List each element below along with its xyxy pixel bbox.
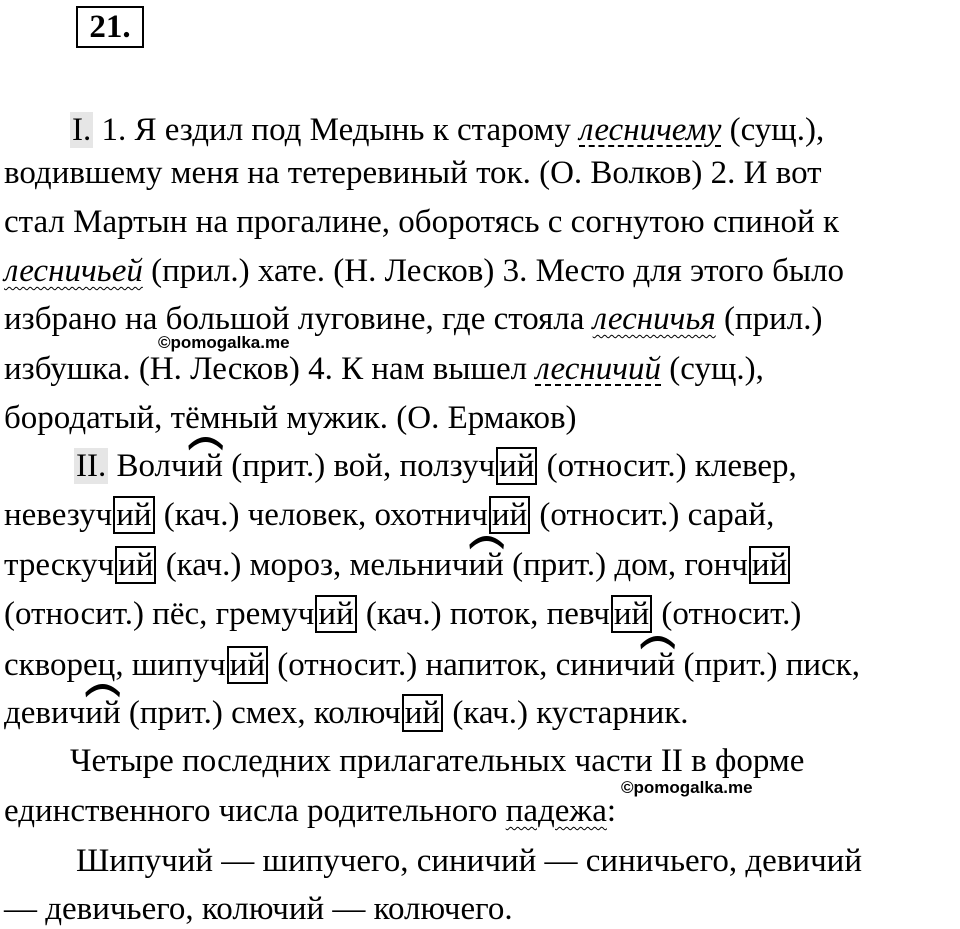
part2-line-1 <box>74 446 797 486</box>
text: (относит.) клевер, <box>538 448 797 484</box>
text: (кач.) человек, охотнич <box>155 497 488 533</box>
suffix: ий <box>639 647 676 683</box>
suffix-box: ий <box>489 496 530 534</box>
suffix-arc <box>640 645 675 685</box>
text: избрано на большой луговине, где стояла <box>4 301 593 337</box>
suffix-box: ий <box>227 646 268 684</box>
suffix: ий <box>187 448 223 484</box>
suffix-arc <box>188 446 223 486</box>
arc-mark <box>85 684 120 696</box>
suffix-arc <box>469 545 504 585</box>
part1-line-1 <box>70 110 824 150</box>
suffix-box: ий <box>115 546 156 584</box>
watermark: ©pomogalka.me <box>621 778 753 797</box>
text: (прит.) дом, гонч <box>503 547 748 583</box>
text: (кач.) поток, певч <box>357 596 610 632</box>
part1-line-3: стал Мартын на прогалине, оборотясь с согнутою спиной к <box>4 204 839 240</box>
suffix: ий <box>85 695 121 731</box>
part2-roman: II. <box>76 448 107 484</box>
text: невезуч <box>4 497 113 533</box>
text: (кач.) кустарник. <box>444 695 689 731</box>
underlined-word: лесничему <box>579 112 722 148</box>
text: (прит.) писк, <box>675 647 860 683</box>
part1-line-7: бородатый, тёмный мужик. (О. Ермаков) <box>4 400 577 436</box>
text: (прит.) смех, колюч <box>120 695 401 731</box>
underlined-word: лесничьей <box>4 253 143 289</box>
text: 1. Я ездил под Медынь к старому <box>93 112 580 148</box>
underlined-word: лесничий <box>535 351 662 387</box>
part2-line-2 <box>4 495 774 535</box>
suffix-box: ий <box>749 546 790 584</box>
conclusion-line-1: Четыре последних прилагательных части II в форме <box>70 743 805 779</box>
part2-line-6 <box>4 693 689 733</box>
suffix-arc <box>85 693 120 733</box>
task-number: 21. <box>76 6 144 48</box>
text: Волч <box>108 448 188 484</box>
suffix: ий <box>468 547 504 583</box>
text: (относит.) сарай, <box>531 497 775 533</box>
suffix-box: ий <box>496 447 537 485</box>
suffix-box: ий <box>611 595 652 633</box>
text: (прил.) хате. (Н. Лесков) 3. Место для этого было <box>142 253 845 289</box>
part2-line-5 <box>4 645 860 685</box>
watermark: ©pomogalka.me <box>158 333 290 352</box>
conclusion-line-4: — девичьего, колючий — колючего. <box>4 891 513 927</box>
text: (относит.) пёс, гремуч <box>4 596 315 632</box>
conclusion-line-2 <box>4 791 616 831</box>
text: (прил.) <box>715 301 823 337</box>
text: девич <box>4 695 86 731</box>
part2-line-3 <box>4 545 791 585</box>
part2-line-4 <box>4 594 801 634</box>
part1-roman: I. <box>72 112 92 148</box>
part1-line-4 <box>4 251 844 291</box>
text: : <box>606 793 617 829</box>
text: (относит.) напиток, синич <box>269 647 640 683</box>
text: (сущ.), <box>661 351 764 387</box>
text: (относит.) <box>653 596 802 632</box>
arc-mark <box>469 536 504 548</box>
arc-mark <box>188 437 223 449</box>
arc-mark <box>640 636 675 648</box>
suffix-box: ий <box>402 694 443 732</box>
text: (прит.) вой, ползуч <box>222 448 496 484</box>
text: избушка. (Н. Лесков) 4. К нам вышел <box>4 351 536 387</box>
suffix-box: ий <box>113 496 154 534</box>
text: скворец, шипуч <box>4 647 226 683</box>
part1-line-6 <box>4 349 764 389</box>
suffix-box: ий <box>315 595 356 633</box>
underlined-word: падежа <box>505 793 607 829</box>
part1-line-5 <box>4 299 822 339</box>
conclusion-line-3: Шипучий — шипучего, синичий — синичьего, девичий <box>76 843 862 879</box>
text: единственного числа родительного <box>4 793 506 829</box>
text: трескуч <box>4 547 115 583</box>
underlined-word: лесничья <box>592 301 716 337</box>
text: (кач.) мороз, мельнич <box>157 547 469 583</box>
text: (сущ.), <box>721 112 825 148</box>
part1-line-2: водившему меня на тетеревиный ток. (О. Волков) 2. И вот <box>4 155 822 191</box>
